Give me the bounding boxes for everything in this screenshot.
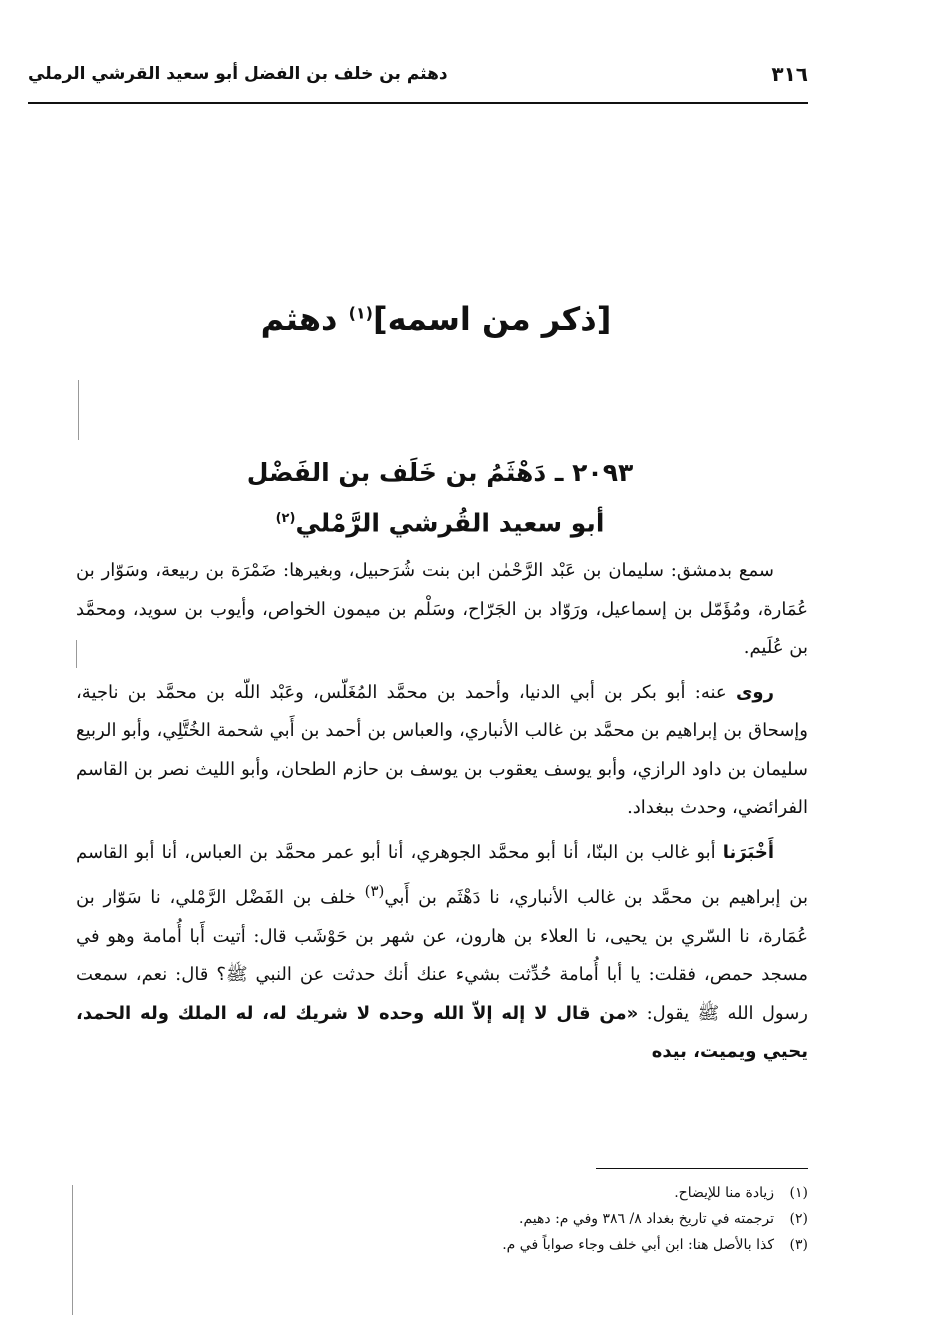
running-title: دهثم بن خلف بن الفضل أبو سعيد القرشي الرملي bbox=[28, 64, 448, 84]
footnote-text: ترجمته في تاريخ بغداد ٨/ ٣٨٦ وفي م: دهيم. bbox=[519, 1211, 774, 1227]
margin-mark bbox=[72, 1185, 73, 1315]
footnote-3 bbox=[208, 1232, 808, 1258]
paragraph-lead-rawa: روى bbox=[735, 681, 774, 703]
footnote-number: (١) bbox=[789, 1185, 808, 1201]
footnotes bbox=[208, 1180, 808, 1258]
entry-kunya-line bbox=[0, 496, 880, 546]
footnote-text: زيادة منا للإيضاح. bbox=[674, 1185, 774, 1201]
footnote-2 bbox=[208, 1206, 808, 1232]
footnote-ref-3[interactable]: (٣) bbox=[364, 882, 385, 900]
isnad-text-a: أبو غالب بن البنّا، أنا أبو محمَّد الجوهري، أنا أبو عمر محمَّد بن العباس، أنا أبو القاسم بن إبراهيم بن محمَّد بن غالب الأنباري، نا دَهْثَم بن أَبي bbox=[76, 841, 808, 908]
footnote-ref-1[interactable]: (١) bbox=[348, 303, 373, 323]
paragraph-isnad bbox=[76, 834, 808, 1072]
footnote-rule bbox=[596, 1168, 808, 1169]
isnad-text-b: خلف بن الفَضْل الرَّمْلي، نا سَوّار بن عُمَارة، نا السّري بن يحيى، نا العلاء بن هارون، عن شهر بن حَوْشَب قال: أتيت أَبا أُمامة وهو في مسجد حمص، فقلت: يا أبا أُمامة حُدِّثت بشيء عنك أنك حدثت عن النبي ﷺ؟ قال: نعم، سمعت رسول الله ﷺ يقول: bbox=[76, 887, 808, 1024]
section-heading bbox=[0, 300, 872, 338]
body-text bbox=[76, 552, 808, 1078]
paragraph-lead-akhbarana: أَخْبَرَنا bbox=[722, 841, 774, 863]
margin-mark bbox=[76, 640, 77, 668]
entry-title bbox=[0, 450, 880, 546]
footnote-number: (٢) bbox=[789, 1211, 808, 1227]
paragraph-students bbox=[76, 674, 808, 828]
page-number: ٣١٦ bbox=[771, 62, 808, 86]
entry-number-and-name: ٢٠٩٣ ـ دَهْثَمُ بن خَلَف بن الفَضْل bbox=[246, 458, 634, 487]
footnote-text: كذا بالأصل هنا: ابن أبي خلف وجاء صواباً في م. bbox=[502, 1237, 774, 1253]
footnote-1 bbox=[208, 1180, 808, 1206]
paragraph-teachers: سمع بدمشق: سليمان بن عَبْد الرَّحْمٰن ابن بنت شُرَحبيل، وبغيرها: ضَمْرَة بن ربيعة، وسَوّار بن عُمَارة، ومُؤَمّل بن إسماعيل، ورَوّاد بن الجَرّاح، وسَلْم بن ميمون الخواص، وأيوب بن سويد، ومحمَّد بن عُلَيم. bbox=[76, 560, 808, 658]
running-header bbox=[28, 58, 808, 104]
footnote-ref-2[interactable]: (٢) bbox=[275, 511, 296, 526]
section-heading-text: [ذكر من اسمه] bbox=[372, 300, 612, 338]
paragraph-students-text: عنه: أبو بكر بن أبي الدنيا، وأحمد بن محمَّد المُغَلّس، وعَبْد اللّه بن محمَّد بن ناجية، وإسحاق بن إبراهيم بن محمَّد بن غالب الأنباري، والعباس بن أحمد بن أَبي شحمة الخُتَّلِي، وأبو الربيع سليمان بن داود الرازي، وأبو يوسف يعقوب بن يوسف بن حازم الطحان، وأبو الليث نصر بن القاسم الفرائضي، وحدث ببغداد. bbox=[76, 681, 808, 818]
section-name: دهثم bbox=[260, 300, 338, 338]
hadith-text: «من قال لا إله إلاّ الله وحده لا شريك له، له الملك وله الحمد، يحيي ويميت، بيده bbox=[76, 1002, 808, 1062]
footnote-number: (٣) bbox=[789, 1237, 808, 1253]
entry-kunya: أبو سعيد القُرشي الرَّمْلي bbox=[295, 508, 605, 538]
margin-mark bbox=[78, 380, 79, 440]
